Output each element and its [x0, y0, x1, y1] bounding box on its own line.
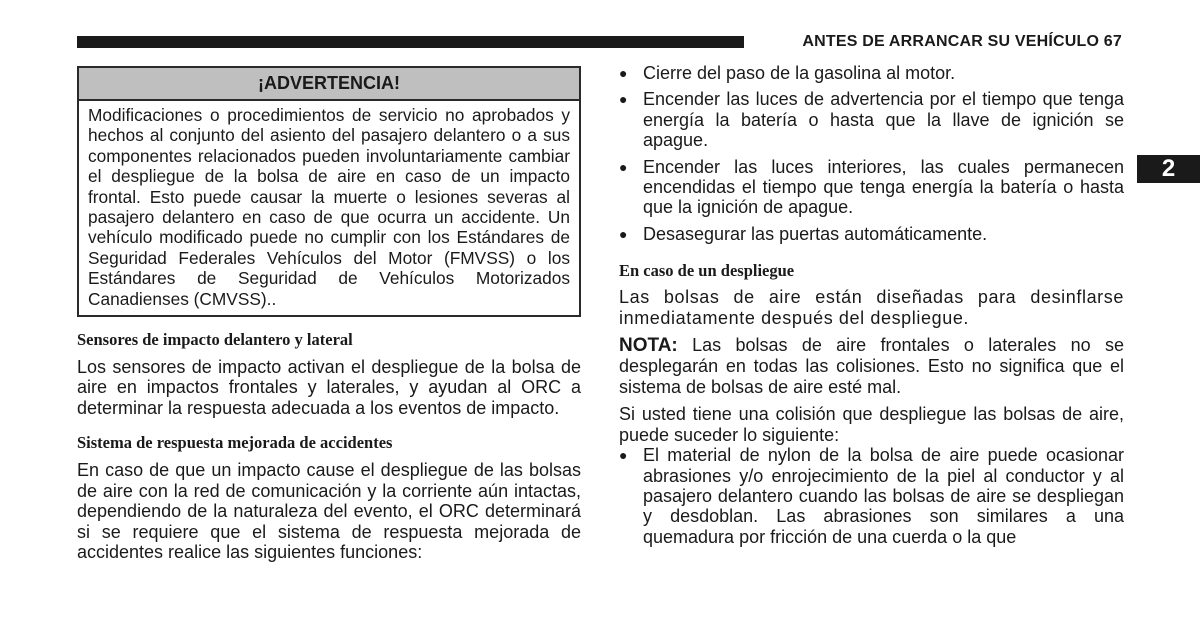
- paragraph-deployment: Las bolsas de aire están diseñadas para desinflarse inmediatamente después del despliegue.: [619, 287, 1124, 328]
- bullet-icon: ●: [619, 225, 628, 242]
- running-head: ANTES DE ARRANCAR SU VEHÍCULO 67: [802, 33, 1122, 50]
- note-label: NOTA:: [619, 335, 678, 357]
- paragraph-impact-sensors: Los sensores de impacto activan el despliegue de la bolsa de aire en impactos frontales y laterales, y ayudan al ORC a determinar la respuesta adecuada a los eventos de impacto.: [77, 357, 581, 418]
- paragraph-enhanced-response: En caso de que un impacto cause el despliegue de las bolsas de aire con la red de comunicación y la corriente aún intactas, dependiendo de la naturaleza del evento, el ORC determinará si se requiere que el sistema de respuesta mejorada de accidentes realice las siguientes funciones:: [77, 460, 581, 562]
- warning-body: Modificaciones o procedimientos de servicio no aprobados y hechos al conjunto del asiento del pasajero delantero o a sus componentes relacionados pueden involuntariamente cambiar el despliegue de la bolsa de aire en caso de un impacto frontal. Esto puede causar la muerte o lesiones severas al pasajero delantero en caso de que ocurra un accidente. Un vehículo modificado puede no cumplir con los Estándares de Seguridad Federales Vehículos del Motor (FMVSS) o los Estándares de Seguridad de Vehículos Motorizados Canadienses (CMVSS)..: [88, 105, 570, 309]
- list-item: [619, 89, 1124, 150]
- list-item-text: Encender las luces de advertencia por el tiempo que tenga energía la batería o hasta que la llave de ignición se apague.: [643, 89, 1124, 151]
- bullet-icon: ●: [619, 158, 628, 175]
- list-item: [619, 224, 1124, 244]
- list-item-text: Desasegurar las puertas automáticamente.: [643, 223, 988, 244]
- bullet-icon: ●: [619, 65, 628, 81]
- list-item-text: El material de nylon de la bolsa de aire puede ocasionar abrasiones y/o enrojecimiento de la piel al conductor y al pasajero delantero cuando las bolsas de aire se despliegan y desdoblan. Las abrasiones son similares a una quemadura por fricción de una cuerda o la que: [643, 445, 1124, 547]
- note-text: Las bolsas de aire frontales o laterales no se desplegarán en todas las colisiones. Esto no significa que el sistema de bolsas de aire esté mal.: [619, 335, 1124, 397]
- bullet-icon: ●: [619, 91, 628, 108]
- bullet-list-functions: [619, 63, 1124, 244]
- paragraph-collision: Si usted tiene una colisión que despliegue las bolsas de aire, puede suceder lo siguiente:: [619, 404, 1124, 445]
- bullet-list-effects: [619, 445, 1124, 547]
- section-heading-deployment: En caso de un despliegue: [619, 261, 795, 281]
- bullet-icon: ●: [619, 447, 628, 464]
- list-item: [619, 63, 1124, 83]
- list-item: [619, 445, 1124, 547]
- warning-title: ¡ADVERTENCIA!: [79, 68, 579, 101]
- header-rule: [77, 36, 744, 48]
- section-heading-enhanced-response: Sistema de respuesta mejorada de accidentes: [77, 433, 393, 453]
- section-heading-impact-sensors: Sensores de impacto delantero y lateral: [77, 330, 353, 350]
- list-item-text: Cierre del paso de la gasolina al motor.: [643, 63, 956, 83]
- list-item-text: Encender las luces interiores, las cuales permanecen encendidas el tiempo que tenga energía la batería o hasta que la ignición de apague.: [643, 156, 1124, 218]
- warning-box: [77, 66, 581, 317]
- note-paragraph: [619, 335, 1124, 397]
- list-item: [619, 157, 1124, 218]
- left-column: [77, 66, 581, 562]
- chapter-tab: 2: [1137, 155, 1200, 183]
- right-column: [619, 63, 1124, 547]
